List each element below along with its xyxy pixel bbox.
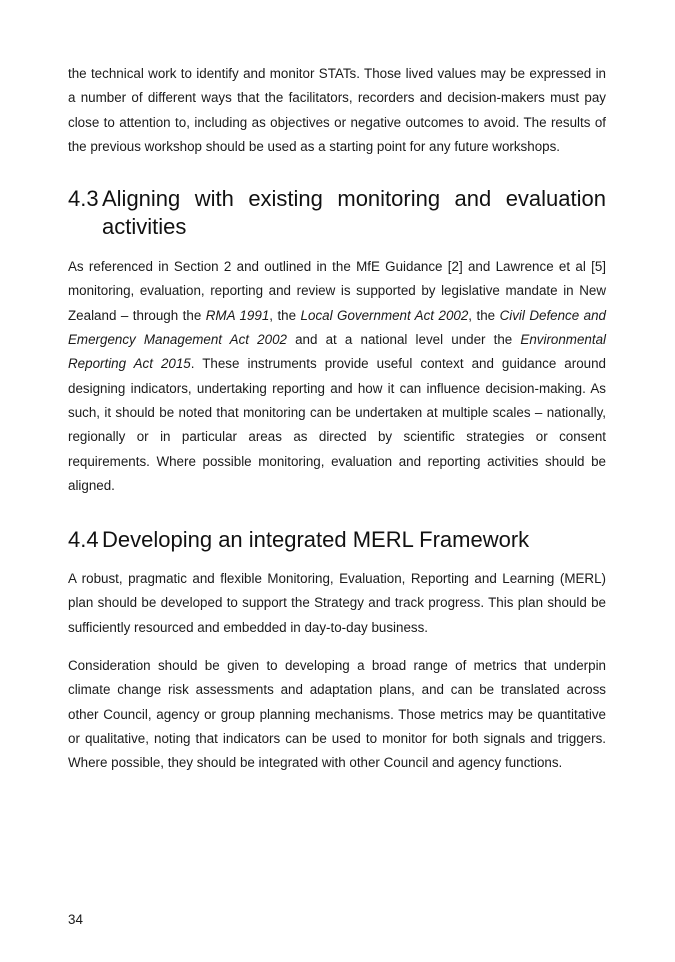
text-run: As referenced in Section 2 and outlined in the MfE Guidance [2] and Lawrence et al [5] monitoring, evaluation, reporting and review is supported by legislative mandate in New Zealand – through the (68, 259, 606, 323)
text-run: , the (468, 307, 500, 323)
section-4-4-paragraph-1: A robust, pragmatic and flexible Monitoring, Evaluation, Reporting and Learning (MERL) plan should be developed to support the Strategy and track progress. This plan should be sufficiently resourced and embedded in day-to-day business. (68, 571, 606, 635)
section-heading-4-3 (68, 185, 606, 241)
text-run: . These instruments provide useful context and guidance around designing indicators, undertaking reporting and how it can influence decision-making. As such, it should be noted that monitoring can be undertaken at multiple scales – nationally, regionally or in particular areas as directed by scientific strategies or consent requirements. Where possible monitoring, evaluation and reporting activities should be aligned. (68, 356, 606, 493)
act-name-lga: Local Government Act 2002 (300, 307, 469, 323)
section-number: 4.3 (68, 186, 99, 212)
text-run: and at a national level under the (286, 332, 521, 348)
act-name-rma: RMA 1991 (205, 307, 270, 323)
text-run: , the (269, 307, 301, 323)
document-page (68, 62, 606, 776)
section-4-4-paragraph-2: Consideration should be given to developing a broad range of metrics that underpin climate change risk assessments and adaptation plans, and can be translated across other Council, agency or group planning mechanisms. Those metrics may be quantitative or qualitative, noting that indicators can be used to monitor for both signals and triggers. Where possible, they should be integrated with other Council and agency functions. (68, 658, 606, 771)
section-heading-4-4 (68, 526, 606, 554)
section-title: Aligning with existing monitoring and evaluation activities (102, 186, 606, 240)
section-title: Developing an integrated MERL Framework (102, 527, 530, 553)
section-4-3-paragraph (68, 255, 606, 498)
act-name-cdem: Civil Defence and Emergency Management Act 2002 (68, 307, 607, 348)
intro-paragraph: the technical work to identify and monitor STATs. Those lived values may be expressed in a number of different ways that the facilitators, recorders and decision-makers must pay close to attention to, including as objectives or negative outcomes to avoid. The results of the previous workshop should be used as a starting point for any future workshops. (68, 66, 606, 154)
page-number: 34 (68, 912, 83, 927)
act-name-era: Environmental Reporting Act 2015 (68, 332, 607, 372)
section-number: 4.4 (68, 527, 99, 553)
